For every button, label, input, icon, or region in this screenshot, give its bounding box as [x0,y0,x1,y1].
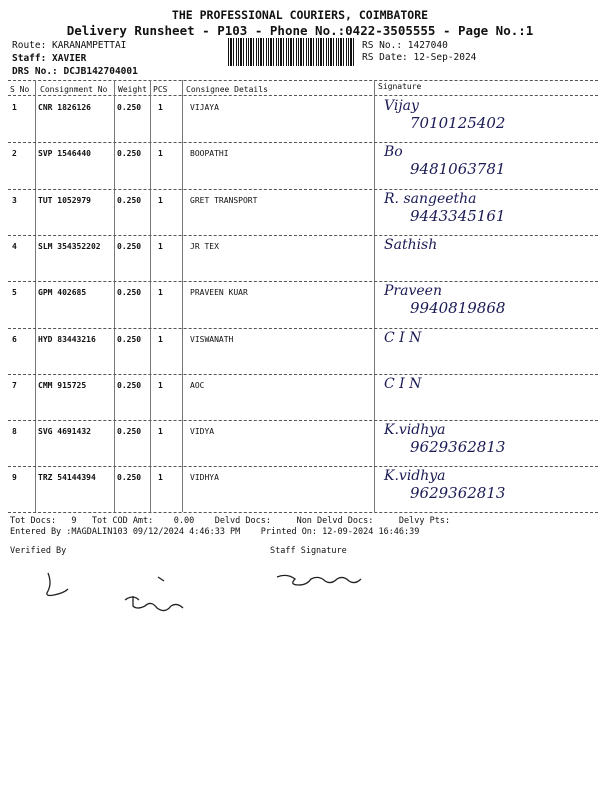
row-weight: 0.250 [117,380,142,390]
row-pcs: 1 [158,103,163,112]
row-signature: C I N [384,375,422,392]
row-signature: Vijay [384,98,419,114]
drs-number: DRS No.: DCJB142704001 [12,66,138,77]
row-divider [8,235,598,236]
row-sno: 1 [12,103,17,112]
row-sno: 3 [12,195,17,205]
row-sno: 7 [12,380,17,390]
row-pcs: 1 [158,288,163,298]
rs-date: RS Date: 12-Sep-2024 [362,52,477,63]
row-signature-phone: 9940819868 [410,299,506,318]
row-consignee: GRET TRANSPORT [190,195,258,205]
row-signature: Bo [384,144,403,161]
staff-signature [265,565,375,595]
row-weight: 0.250 [117,195,142,205]
row-signature: C I N [384,329,422,346]
row-consignee: AOC [190,380,205,390]
barcode [228,38,356,66]
staff-label: Staff: XAVIER [12,53,87,64]
row-sno: 4 [12,241,17,251]
row-signature: K.vidhya [384,468,446,485]
row-weight: 0.250 [117,103,142,112]
company-title: THE PROFESSIONAL COURIERS, COIMBATORE [171,8,429,22]
col-pcs: PCS [153,85,168,94]
row-divider [8,281,598,282]
row-pcs: 1 [158,241,163,251]
row-divider [8,374,598,375]
staff-signature-label: Staff Signature [270,546,347,556]
row-consignment-no: SVP 1546440 [38,149,91,159]
row-weight: 0.250 [117,288,142,298]
row-sno: 9 [12,473,17,483]
row-sno: 6 [12,334,17,344]
row-consignee: PRAVEEN KUAR [190,288,248,298]
row-consignee: VIDYA [190,427,215,437]
col-consignee: Consignee Details [186,85,268,94]
row-weight: 0.250 [117,241,142,251]
row-consignment-no: SLM 354352202 [38,241,101,251]
table-header-rule [8,95,598,96]
row-pcs: 1 [158,473,163,483]
row-signature: Sathish [384,236,438,253]
col-weight: Weight [118,85,147,94]
table-top-rule [8,80,598,81]
route-label: Route: KARANAMPETTAI [12,40,127,51]
row-signature-phone: 7010125402 [410,114,506,132]
table-bottom-rule [8,512,598,513]
row-sno: 8 [12,427,17,437]
rs-number: RS No.: 1427040 [362,40,448,51]
row-consignment-no: HYD 83443216 [38,334,96,344]
row-consignee: VIJAYA [190,103,219,112]
col-divider [182,80,183,512]
row-consignment-no: CNR 1826126 [38,103,91,112]
row-signature: R. sangeetha [384,190,477,207]
row-consignment-no: CMM 915725 [38,380,87,390]
row-pcs: 1 [158,427,163,437]
col-consignment: Consignment No [40,85,108,94]
col-sno: S No [10,85,30,94]
row-divider [8,420,598,421]
col-divider [35,80,36,512]
row-weight: 0.250 [117,473,142,483]
row-sno: 2 [12,149,17,159]
row-pcs: 1 [158,334,163,344]
col-divider [114,80,115,512]
row-signature: K.vidhya [384,422,446,439]
row-sno: 5 [12,288,17,298]
row-signature-phone: 9443345161 [410,206,506,225]
verified-by-label: Verified By [10,546,67,556]
row-signature-phone: 9629362813 [410,438,506,457]
row-signature-phone: 9481063781 [410,160,506,179]
col-signature: Signature [378,82,422,91]
row-pcs: 1 [158,380,163,390]
row-consignee: JR TEX [190,241,219,251]
row-consignment-no: TUT 1052979 [38,195,91,205]
row-signature-phone: 9629362813 [410,484,506,503]
row-signature: Praveen [384,283,442,300]
row-weight: 0.250 [117,427,142,437]
row-pcs: 1 [158,195,163,205]
row-weight: 0.250 [117,334,142,344]
entered-by-line: Entered By :MAGDALIN103 09/12/2024 4:46:33 PM Printed On: 12-09-2024 16:46:39 [10,527,420,537]
row-divider [8,142,598,143]
row-consignee: BOOPATHI [190,149,229,159]
row-consignment-no: TRZ 54144394 [38,473,96,483]
row-consignment-no: SVG 4691432 [38,427,91,437]
row-divider [8,466,598,467]
row-consignee: VIDHYA [190,473,219,483]
row-divider [8,328,598,329]
runsheet-subtitle: Delivery Runsheet - P103 - Phone No.:0422-3505555 - Page No.:1 [66,23,534,38]
row-pcs: 1 [158,149,163,159]
col-divider [374,80,375,512]
row-divider [8,189,598,190]
row-consignment-no: GPM 402685 [38,288,87,298]
verifier-signature [30,565,230,615]
row-consignee: VISWANATH [190,334,234,344]
col-divider [150,80,151,512]
row-weight: 0.250 [117,149,142,159]
totals-line: Tot Docs: 9 Tot COD Amt: 0.00 Delvd Docs: Non Delvd Docs: Delvy Pts: [10,516,451,526]
